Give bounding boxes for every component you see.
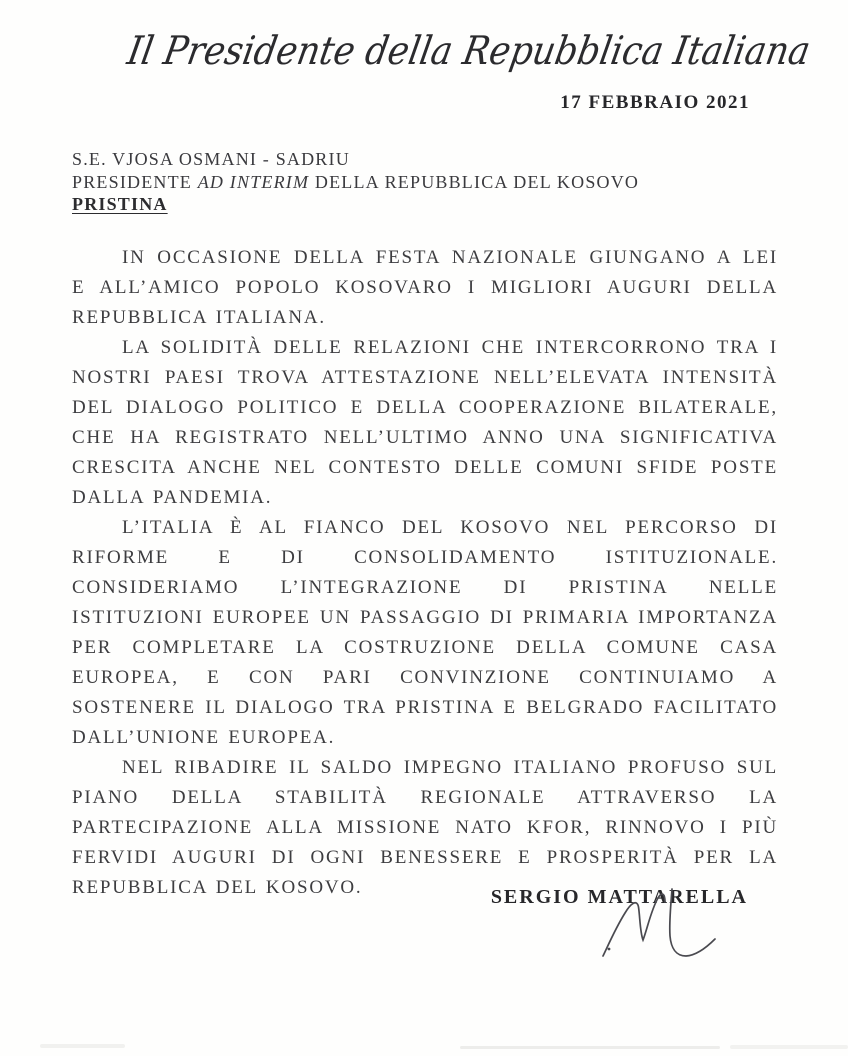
recipient-title-suffix: DELLA REPUBBLICA DEL KOSOVO (309, 171, 640, 192)
recipient-name: S.E. VJOSA OSMANI - SADRIU (72, 149, 350, 169)
recipient-city: PRISTINA (72, 194, 168, 214)
paragraph-1: IN OCCASIONE DELLA FESTA NAZIONALE GIUNGANO A LEI E ALL’AMICO POPOLO KOSOVARO I MIGLIORI AUGURI DELLA REPUBBLICA ITALIANA. (72, 247, 778, 328)
scan-artifact (460, 1046, 720, 1049)
letter-date: 17 FEBBRAIO 2021 (560, 92, 750, 113)
letterhead-script-title: Il Presidente della Repubblica Italiana (124, 29, 814, 74)
recipient-title-italic: AD INTERIM (197, 171, 310, 192)
paragraph-2: LA SOLIDITÀ DELLE RELAZIONI CHE INTERCORRONO TRA I NOSTRI PAESI TROVA ATTESTAZIONE NELL’ELEVATA INTENSITÀ DEL DIALOGO POLITICO E DELLA COOPERAZIONE BILATERALE, CHE HA REGISTRATO NELL’ULTIMO ANNO UNA SIGNIFICATIVA CRESCITA ANCHE NEL CONTESTO DELLE COMUNI SFIDE POSTE DALLA PANDEMIA. (72, 337, 778, 508)
recipient-title (72, 171, 639, 194)
letter-body (72, 243, 778, 903)
paragraph-4: NEL RIBADIRE IL SALDO IMPEGNO ITALIANO PROFUSO SUL PIANO DELLA STABILITÀ REGIONALE ATTRAVERSO LA PARTECIPAZIONE ALLA MISSIONE NATO KFOR, RINNOVO I PIÙ FERVIDI AUGURI DI OGNI BENESSERE E PROSPERITÀ PER LA REPUBBLICA DEL KOSOVO. (72, 757, 778, 898)
recipient-block (72, 148, 639, 216)
paragraph-3: L’ITALIA È AL FIANCO DEL KOSOVO NEL PERCORSO DI RIFORME E DI CONSOLIDAMENTO ISTITUZIONALE. CONSIDERIAMO L’INTEGRAZIONE DI PRISTINA NELLE ISTITUZIONI EUROPEE UN PASSAGGIO DI PRIMARIA IMPORTANZA PER COMPLETARE LA COSTRUZIONE DELLA COMUNE CASA EUROPEA, E CON PARI CONVINZIONE CONTINUIAMO A SOSTENERE IL DIALOGO TRA PRISTINA E BELGRADO FACILITATO DALL’UNIONE EUROPEA. (72, 517, 778, 748)
handwritten-signature-icon (588, 888, 728, 983)
scan-artifact (40, 1044, 125, 1048)
scan-artifact (730, 1045, 848, 1049)
signer-name: SERGIO MATTARELLA (490, 886, 748, 908)
recipient-title-prefix: PRESIDENTE (72, 171, 198, 192)
